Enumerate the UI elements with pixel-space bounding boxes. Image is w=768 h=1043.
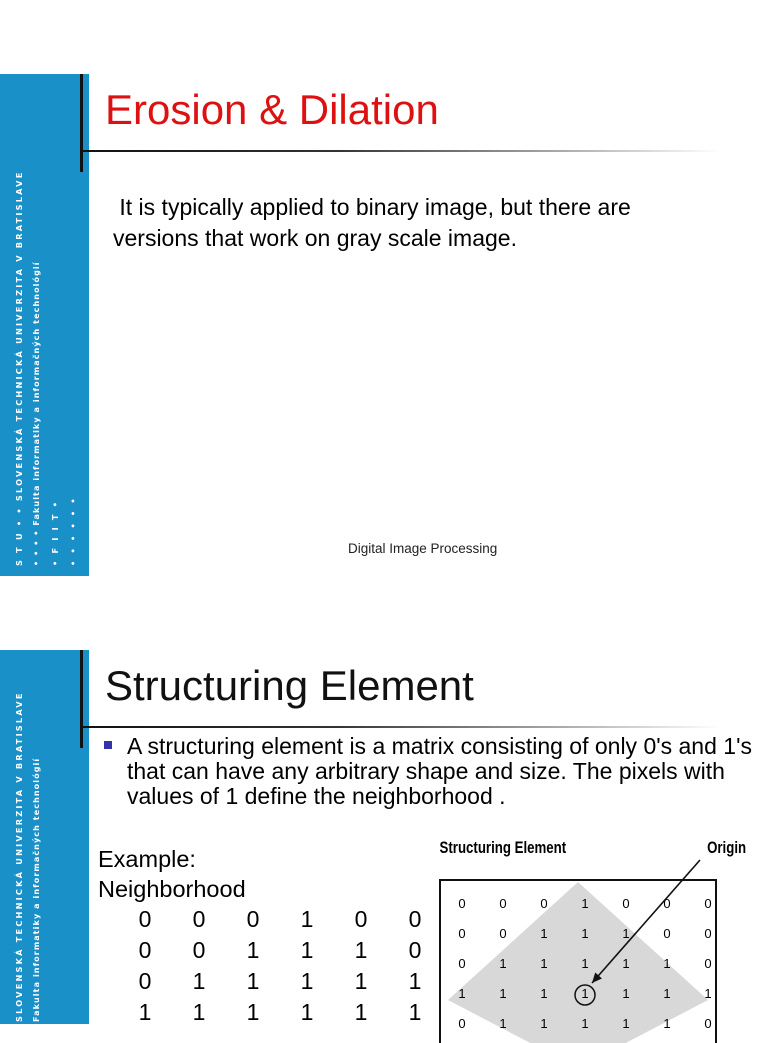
figure-grid-value: 1 xyxy=(540,956,548,971)
figure-grid-value: 1 xyxy=(540,986,548,1001)
matrix-cell: 1 xyxy=(354,999,368,1025)
figure-grid-value: 1 xyxy=(622,926,630,941)
matrix-cell: 0 xyxy=(192,937,206,963)
sidebar-fiit-mark: • F I I T • xyxy=(50,499,60,566)
figure-grid-value: 1 xyxy=(581,896,589,911)
figure-grid-value: 1 xyxy=(663,986,671,1001)
matrix-cell: 1 xyxy=(300,906,314,932)
neighborhood-label: Neighborhood xyxy=(98,876,246,902)
origin-label: Origin xyxy=(707,838,747,858)
structuring-element-diagram xyxy=(438,838,747,1038)
figure-grid-value: 1 xyxy=(663,956,671,971)
matrix-cell: 1 xyxy=(246,999,260,1025)
title-vertical-rule xyxy=(80,74,83,172)
figure-grid-value: 1 xyxy=(540,1016,548,1031)
matrix-cell: 0 xyxy=(138,906,152,932)
university-sidebar xyxy=(0,650,89,1024)
matrix-cell: 1 xyxy=(300,968,314,994)
sidebar-faculty-name: • • • • Fakulta informatiky a informačných technológií xyxy=(32,261,41,566)
figure-grid-value: 1 xyxy=(581,1016,589,1031)
figure-grid-value: 1 xyxy=(622,1016,630,1031)
matrix-cell: 1 xyxy=(246,968,260,994)
title-vertical-rule xyxy=(80,650,83,748)
matrix-cell: 0 xyxy=(246,906,260,932)
figure-grid-value: 0 xyxy=(663,896,671,911)
matrix-cell: 0 xyxy=(408,937,422,963)
matrix-cell: 1 xyxy=(300,937,314,963)
figure-grid-value: 0 xyxy=(458,956,466,971)
figure-grid-value: 1 xyxy=(581,986,589,1001)
figure-grid-value: 0 xyxy=(704,956,712,971)
matrix-cell: 0 xyxy=(138,937,152,963)
matrix-cell: 1 xyxy=(354,968,368,994)
figure-grid-value: 0 xyxy=(540,896,548,911)
title-underline xyxy=(80,726,720,728)
figure-grid-value: 1 xyxy=(581,926,589,941)
matrix-cell: 0 xyxy=(354,906,368,932)
figure-grid-value: 0 xyxy=(704,926,712,941)
figure-grid-value: 0 xyxy=(622,896,630,911)
figure-grid-value: 1 xyxy=(458,986,466,1001)
figure-grid-value: 1 xyxy=(622,986,630,1001)
figure-title: Structuring Element xyxy=(439,838,567,858)
matrix-cell: 1 xyxy=(408,968,422,994)
slide-title: Erosion & Dilation xyxy=(105,86,439,133)
matrix-cell: 1 xyxy=(300,999,314,1025)
figure-grid-value: 1 xyxy=(540,926,548,941)
slide-footer: Digital Image Processing xyxy=(348,541,498,556)
matrix-cell: 1 xyxy=(192,999,206,1025)
figure-grid-value: 1 xyxy=(581,956,589,971)
matrix-cell: 1 xyxy=(246,937,260,963)
slide-structuring-element xyxy=(0,650,768,1031)
figure-grid-value: 0 xyxy=(458,926,466,941)
slide-erosion-dilation xyxy=(0,74,768,576)
matrix-cell: 0 xyxy=(138,968,152,994)
matrix-cell: 1 xyxy=(138,999,152,1025)
bullet-text: A structuring element is a matrix consisting of only 0's and 1's that can have any arbitrary shape and size. The pixels with values of 1 define the neighborhood . xyxy=(127,733,752,809)
body-line-2: versions that work on gray scale image. xyxy=(113,225,517,251)
figure-grid-value: 1 xyxy=(622,956,630,971)
body-line-1: It is typically applied to binary image, but there are xyxy=(113,194,631,220)
figure-grid-value: 0 xyxy=(704,1016,712,1031)
slide-title: Structuring Element xyxy=(105,662,474,709)
sidebar-university-name: S T U • • SLOVENSKÁ TECHNICKÁ UNIVERZITA V BRATISLAVE xyxy=(14,170,24,566)
matrix-cell: 1 xyxy=(354,937,368,963)
figure-grid-value: 0 xyxy=(458,1016,466,1031)
structuring-element-figure xyxy=(438,838,747,1038)
example-label: Example: xyxy=(98,846,196,872)
matrix-cell: 1 xyxy=(408,999,422,1025)
sidebar-university-name: SLOVENSKÁ TECHNICKÁ UNIVERZITA V BRATISLAVE xyxy=(14,691,24,1022)
slide-body-text xyxy=(113,192,733,254)
figure-grid-value: 0 xyxy=(499,926,507,941)
bullet-square-icon xyxy=(104,741,112,749)
matrix-cell: 0 xyxy=(192,906,206,932)
sidebar-faculty-name: Fakulta informatiky a informačných technológií xyxy=(32,757,41,1022)
figure-grid-value: 1 xyxy=(499,986,507,1001)
sidebar-dots: • • • • • • xyxy=(68,496,78,566)
figure-grid-value: 0 xyxy=(663,926,671,941)
figure-grid-value: 0 xyxy=(704,896,712,911)
matrix-cell: 0 xyxy=(408,906,422,932)
figure-grid-value: 1 xyxy=(663,1016,671,1031)
matrix-cell: 1 xyxy=(192,968,206,994)
title-underline xyxy=(80,150,720,152)
figure-grid-value: 0 xyxy=(458,896,466,911)
figure-grid-value: 1 xyxy=(499,1016,507,1031)
figure-grid-value: 0 xyxy=(499,896,507,911)
figure-grid-value: 1 xyxy=(704,986,712,1001)
university-sidebar xyxy=(0,74,89,576)
figure-grid-value: 1 xyxy=(499,956,507,971)
